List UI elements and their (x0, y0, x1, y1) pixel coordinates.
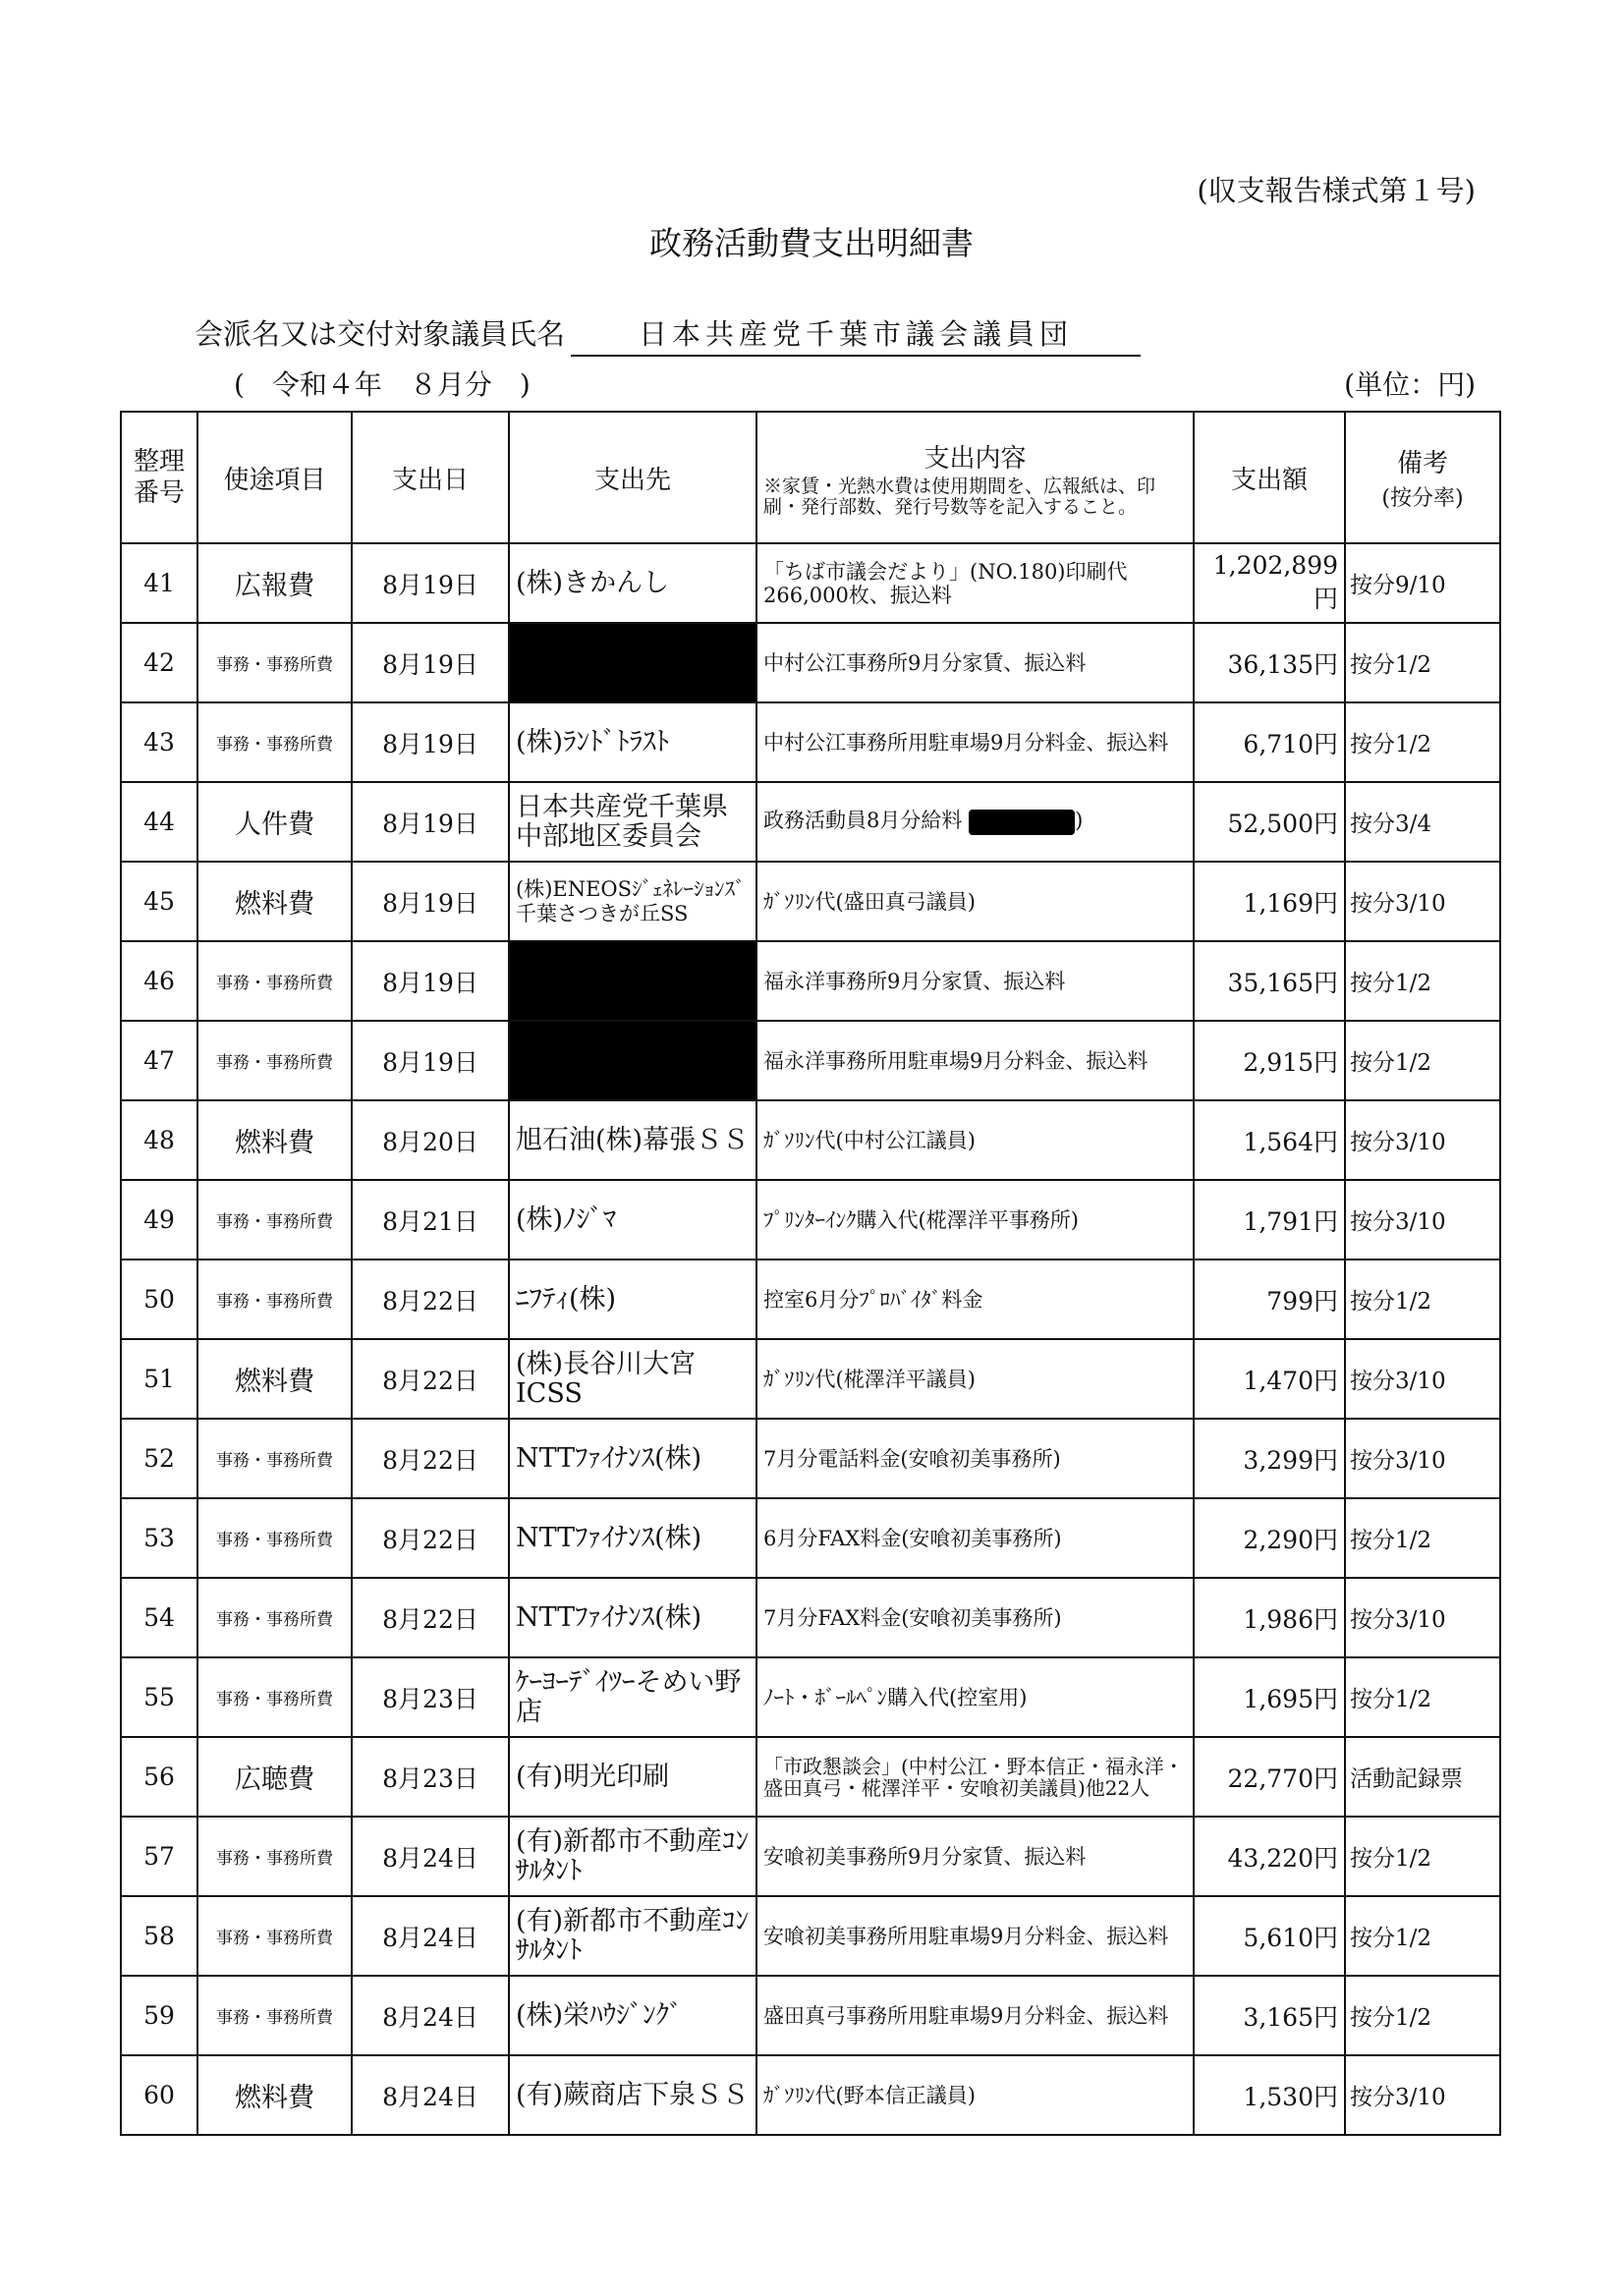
row-number: 47 (121, 1021, 197, 1100)
row-payee: (有)蕨商店下泉ＳＳ (509, 2055, 756, 2135)
header-content-note: ※家賃・光熱水費は使用期間を、広報紙は、印刷・発行部数、発行号数等を記入すること。 (763, 475, 1156, 518)
row-purpose: 事務・事務所費 (197, 1419, 352, 1498)
row-amount: 1,470円 (1194, 1339, 1345, 1419)
header-remarks-sub: (按分率) (1381, 486, 1464, 511)
table-row (121, 1180, 1500, 1260)
row-content: 安喰初美事務所9月分家賃、振込料 (756, 1817, 1194, 1896)
row-content: ﾉｰﾄ・ﾎﾞｰﾙﾍﾟﾝ購入代(控室用) (756, 1657, 1194, 1737)
table-row (121, 1419, 1500, 1498)
row-payee: ﾆﾌﾃｨ(株) (509, 1260, 756, 1339)
row-amount: 1,791円 (1194, 1180, 1345, 1260)
row-note: 按分1/2 (1345, 1896, 1500, 1976)
header-content-title: 支出内容 (923, 443, 1027, 474)
row-number: 56 (121, 1737, 197, 1817)
row-content: 福永洋事務所9月分家賃、振込料 (756, 941, 1194, 1021)
row-payee: (有)新都市不動産ｺﾝｻﾙﾀﾝﾄ (509, 1817, 756, 1896)
row-amount: 2,290円 (1194, 1498, 1345, 1578)
row-purpose: 事務・事務所費 (197, 702, 352, 782)
row-number: 44 (121, 782, 197, 862)
row-purpose: 燃料費 (197, 1339, 352, 1419)
row-content: 福永洋事務所用駐車場9月分料金、振込料 (756, 1021, 1194, 1100)
row-content: ｶﾞｿﾘﾝ代(盛田真弓議員) (756, 862, 1194, 941)
table-row (121, 543, 1500, 623)
party-name: 日本共産党千葉市議会議員団 (571, 312, 1141, 357)
row-amount: 1,202,899円 (1194, 543, 1345, 623)
row-number: 41 (121, 543, 197, 623)
row-purpose: 事務・事務所費 (197, 1817, 352, 1896)
table-row (121, 1578, 1500, 1657)
row-note: 按分3/10 (1345, 1180, 1500, 1260)
row-purpose: 事務・事務所費 (197, 1976, 352, 2055)
row-content: 控室6月分ﾌﾟﾛﾊﾞｲﾀﾞ料金 (756, 1260, 1194, 1339)
row-purpose: 事務・事務所費 (197, 1498, 352, 1578)
row-payee: (有)明光印刷 (509, 1737, 756, 1817)
row-note: 按分3/10 (1345, 1339, 1500, 1419)
row-number: 48 (121, 1100, 197, 1180)
row-content: 7月分電話料金(安喰初美事務所) (756, 1419, 1194, 1498)
row-number: 57 (121, 1817, 197, 1896)
row-date: 8月24日 (352, 2055, 509, 2135)
row-number: 46 (121, 941, 197, 1021)
redacted-payee (509, 941, 756, 1021)
row-note: 按分3/10 (1345, 1419, 1500, 1498)
row-amount: 52,500円 (1194, 782, 1345, 862)
row-payee: NTTﾌｧｲﾅﾝｽ(株) (509, 1498, 756, 1578)
row-note: 按分1/2 (1345, 1021, 1500, 1100)
row-date: 8月23日 (352, 1737, 509, 1817)
row-purpose: 広報費 (197, 543, 352, 623)
row-date: 8月24日 (352, 1817, 509, 1896)
row-amount: 1,169円 (1194, 862, 1345, 941)
header-row (121, 412, 1500, 543)
row-amount: 6,710円 (1194, 702, 1345, 782)
row-amount: 36,135円 (1194, 623, 1345, 702)
row-purpose: 事務・事務所費 (197, 1260, 352, 1339)
table-row (121, 1737, 1500, 1817)
row-amount: 3,299円 (1194, 1419, 1345, 1498)
row-purpose: 事務・事務所費 (197, 941, 352, 1021)
row-note: 按分3/10 (1345, 1578, 1500, 1657)
header-payee: 支出先 (509, 412, 756, 543)
header-date: 支出日 (352, 412, 509, 543)
row-amount: 1,564円 (1194, 1100, 1345, 1180)
table-row (121, 1817, 1500, 1896)
row-purpose: 人件費 (197, 782, 352, 862)
row-content: ﾌﾟﾘﾝﾀｰｲﾝｸ購入代(椛澤洋平事務所) (756, 1180, 1194, 1260)
header-content (756, 412, 1194, 543)
row-content: 中村公江事務所用駐車場9月分料金、振込料 (756, 702, 1194, 782)
header-remarks-title: 備考 (1396, 449, 1448, 478)
row-note: 按分1/2 (1345, 623, 1500, 702)
row-payee: (株)ﾗﾝﾄﾞﾄﾗｽﾄ (509, 702, 756, 782)
form-number: (収支報告様式第１号) (1197, 174, 1476, 207)
expense-table (120, 411, 1501, 2136)
row-purpose: 広聴費 (197, 1737, 352, 1817)
row-payee: (有)新都市不動産ｺﾝｻﾙﾀﾝﾄ (509, 1896, 756, 1976)
row-payee: (株)栄ﾊｳｼﾞﾝｸﾞ (509, 1976, 756, 2055)
row-purpose: 燃料費 (197, 2055, 352, 2135)
row-content: 政務活動員8月分給料 ) (756, 782, 1194, 862)
row-date: 8月22日 (352, 1419, 509, 1498)
row-number: 53 (121, 1498, 197, 1578)
row-date: 8月23日 (352, 1657, 509, 1737)
table-row (121, 1498, 1500, 1578)
row-note: 按分1/2 (1345, 702, 1500, 782)
row-number: 43 (121, 702, 197, 782)
table-row (121, 1260, 1500, 1339)
row-date: 8月19日 (352, 702, 509, 782)
row-note: 按分3/4 (1345, 782, 1500, 862)
row-payee: NTTﾌｧｲﾅﾝｽ(株) (509, 1419, 756, 1498)
document-title: 政務活動費支出明細書 (649, 224, 974, 262)
table-row (121, 1976, 1500, 2055)
table-row (121, 1339, 1500, 1419)
row-date: 8月19日 (352, 543, 509, 623)
row-number: 54 (121, 1578, 197, 1657)
redaction-mark (969, 810, 1075, 835)
table-row (121, 1100, 1500, 1180)
unit-label: (単位：円) (1344, 368, 1476, 401)
party-label: 会派名又は交付対象議員氏名 (195, 317, 566, 351)
row-note: 按分1/2 (1345, 1657, 1500, 1737)
row-content: 盛田真弓事務所用駐車場9月分料金、振込料 (756, 1976, 1194, 2055)
row-amount: 35,165円 (1194, 941, 1345, 1021)
header-no: 整理 番号 (121, 412, 197, 543)
table-row (121, 623, 1500, 702)
row-number: 42 (121, 623, 197, 702)
row-note: 按分3/10 (1345, 1100, 1500, 1180)
row-date: 8月19日 (352, 623, 509, 702)
row-note: 按分1/2 (1345, 941, 1500, 1021)
row-note: 按分1/2 (1345, 1498, 1500, 1578)
row-amount: 1,530円 (1194, 2055, 1345, 2135)
row-content: 中村公江事務所9月分家賃、振込料 (756, 623, 1194, 702)
row-purpose: 事務・事務所費 (197, 1021, 352, 1100)
row-payee: (株)きかんし (509, 543, 756, 623)
row-purpose: 事務・事務所費 (197, 1657, 352, 1737)
row-date: 8月24日 (352, 1896, 509, 1976)
redacted-payee (509, 1021, 756, 1100)
row-content: 7月分FAX料金(安喰初美事務所) (756, 1578, 1194, 1657)
row-number: 55 (121, 1657, 197, 1737)
row-number: 51 (121, 1339, 197, 1419)
row-date: 8月19日 (352, 941, 509, 1021)
row-amount: 3,165円 (1194, 1976, 1345, 2055)
row-note: 活動記録票 (1345, 1737, 1500, 1817)
row-amount: 5,610円 (1194, 1896, 1345, 1976)
row-content: 安喰初美事務所用駐車場9月分料金、振込料 (756, 1896, 1194, 1976)
row-date: 8月24日 (352, 1976, 509, 2055)
row-payee: NTTﾌｧｲﾅﾝｽ(株) (509, 1578, 756, 1657)
table-row (121, 702, 1500, 782)
row-amount: 799円 (1194, 1260, 1345, 1339)
row-content: ｶﾞｿﾘﾝ代(椛澤洋平議員) (756, 1339, 1194, 1419)
table-row (121, 1896, 1500, 1976)
row-date: 8月22日 (352, 1578, 509, 1657)
row-note: 按分1/2 (1345, 1976, 1500, 2055)
row-purpose: 事務・事務所費 (197, 1578, 352, 1657)
row-payee: ｹｰﾖｰﾃﾞｲﾂｰそめい野店 (509, 1657, 756, 1737)
redacted-payee (509, 623, 756, 702)
row-number: 50 (121, 1260, 197, 1339)
row-number: 45 (121, 862, 197, 941)
table-row (121, 1657, 1500, 1737)
row-note: 按分3/10 (1345, 2055, 1500, 2135)
row-purpose: 燃料費 (197, 862, 352, 941)
row-note: 按分9/10 (1345, 543, 1500, 623)
row-purpose: 事務・事務所費 (197, 1896, 352, 1976)
table-row (121, 2055, 1500, 2135)
table-row (121, 782, 1500, 862)
row-content: 「ちば市議会だより」(NO.180)印刷代266,000枚、振込料 (756, 543, 1194, 623)
row-number: 59 (121, 1976, 197, 2055)
row-purpose: 燃料費 (197, 1100, 352, 1180)
table-row (121, 1021, 1500, 1100)
row-date: 8月21日 (352, 1180, 509, 1260)
row-content: 6月分FAX料金(安喰初美事務所) (756, 1498, 1194, 1578)
period: ( 令和４年 ８月分 ) (234, 368, 531, 401)
row-date: 8月22日 (352, 1260, 509, 1339)
header-purpose: 使途項目 (197, 412, 352, 543)
row-payee: (株)ENEOSｼﾞｪﾈﾚｰｼｮﾝｽﾞ千葉さつきが丘SS (509, 862, 756, 941)
row-payee: (株)ﾉｼﾞﾏ (509, 1180, 756, 1260)
row-amount: 1,986円 (1194, 1578, 1345, 1657)
row-number: 58 (121, 1896, 197, 1976)
row-date: 8月22日 (352, 1498, 509, 1578)
row-date: 8月19日 (352, 862, 509, 941)
row-note: 按分1/2 (1345, 1817, 1500, 1896)
row-content: ｶﾞｿﾘﾝ代(野本信正議員) (756, 2055, 1194, 2135)
row-number: 49 (121, 1180, 197, 1260)
row-number: 52 (121, 1419, 197, 1498)
row-content: ｶﾞｿﾘﾝ代(中村公江議員) (756, 1100, 1194, 1180)
table-row (121, 862, 1500, 941)
header-remarks (1345, 412, 1500, 543)
row-date: 8月19日 (352, 1021, 509, 1100)
table-row (121, 941, 1500, 1021)
row-payee: (株)長谷川大宮ICSS (509, 1339, 756, 1419)
row-amount: 22,770円 (1194, 1737, 1345, 1817)
party-line (195, 312, 1141, 357)
header-amount: 支出額 (1194, 412, 1345, 543)
row-amount: 1,695円 (1194, 1657, 1345, 1737)
row-payee: 日本共産党千葉県中部地区委員会 (509, 782, 756, 862)
row-date: 8月22日 (352, 1339, 509, 1419)
row-payee: 旭石油(株)幕張ＳＳ (509, 1100, 756, 1180)
row-note: 按分1/2 (1345, 1260, 1500, 1339)
row-content: 「市政懇談会」(中村公江・野本信正・福永洋・盛田真弓・椛澤洋平・安喰初美議員)他22人 (756, 1737, 1194, 1817)
row-note: 按分3/10 (1345, 862, 1500, 941)
row-purpose: 事務・事務所費 (197, 623, 352, 702)
row-purpose: 事務・事務所費 (197, 1180, 352, 1260)
row-date: 8月20日 (352, 1100, 509, 1180)
row-amount: 43,220円 (1194, 1817, 1345, 1896)
row-number: 60 (121, 2055, 197, 2135)
row-date: 8月19日 (352, 782, 509, 862)
row-amount: 2,915円 (1194, 1021, 1345, 1100)
table-body (121, 543, 1500, 2135)
